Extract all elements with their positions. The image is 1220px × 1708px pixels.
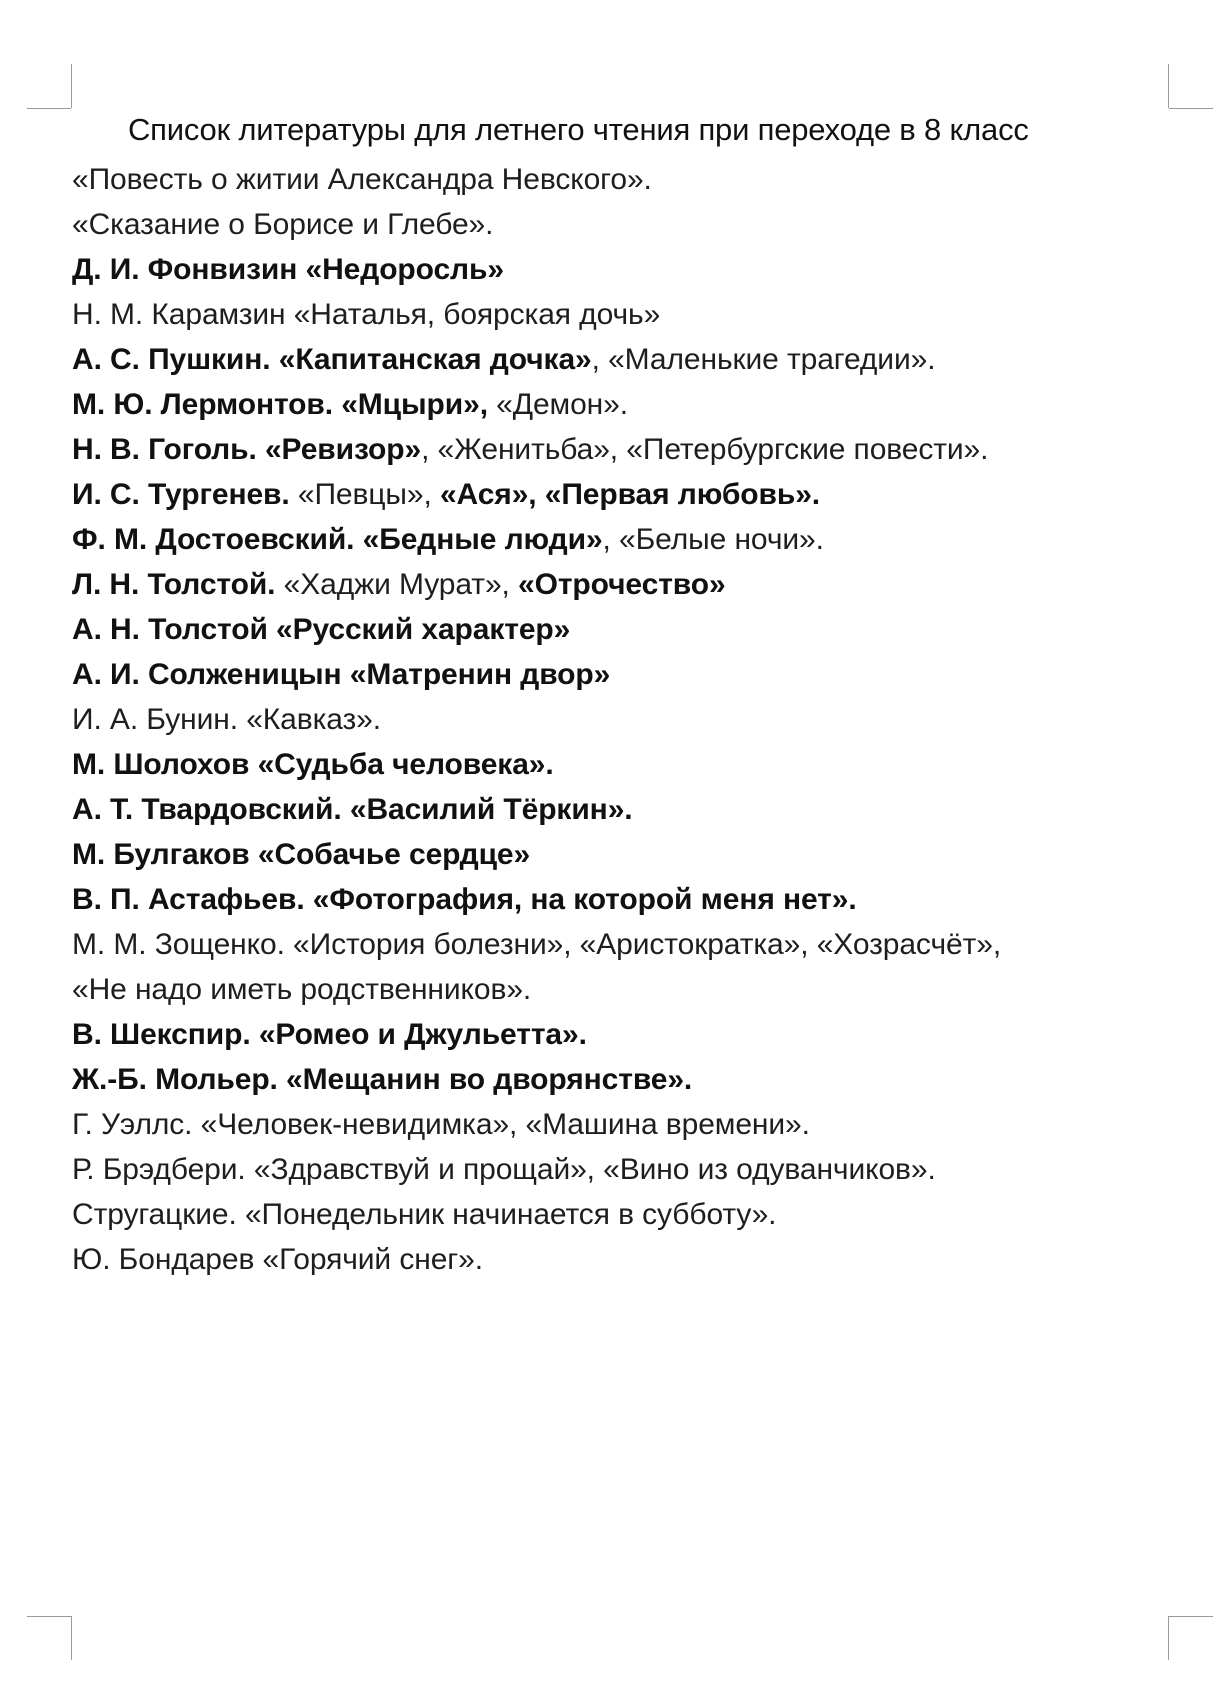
bold-text: В. П. Астафьев. «Фотография, на которой меня нет». (72, 883, 857, 916)
list-item (72, 1102, 1152, 1147)
regular-text: , «Маленькие трагедии». (591, 343, 936, 376)
regular-text: И. А. Бунин. «Кавказ». (72, 703, 381, 736)
bold-text: М. Булгаков «Собачье сердце» (72, 838, 531, 871)
bold-text: А. С. Пушкин. «Капитанская дочка» (72, 343, 592, 376)
list-item (72, 562, 1152, 607)
bold-text: Ф. М. Достоевский. «Бедные люди» (72, 523, 603, 556)
bold-text: «Ася», «Первая любовь». (439, 478, 821, 511)
regular-text: «Демон». (496, 388, 628, 421)
regular-text: , «Белые ночи». (602, 523, 824, 556)
list-item (72, 1012, 1152, 1057)
crop-mark-top-right-v (1168, 64, 1169, 108)
regular-text: «Певцы», (297, 478, 440, 511)
regular-text: «Сказание о Борисе и Глебе». (72, 208, 494, 241)
list-item (72, 877, 1152, 922)
crop-mark-top-right-h (1169, 108, 1213, 109)
reading-list (72, 157, 1152, 1282)
regular-text: Ю. Бондарев «Горячий снег». (72, 1243, 483, 1276)
list-item (72, 427, 1152, 472)
crop-mark-top-left-h (27, 108, 71, 109)
bold-text: А. Н. Толстой «Русский характер» (72, 613, 571, 646)
regular-text: «Не надо иметь родственников». (72, 973, 532, 1006)
regular-text: М. М. Зощенко. «История болезни», «Аристократка», «Хозрасчёт», (72, 928, 1002, 961)
list-item (72, 787, 1152, 832)
bold-text: И. С. Тургенев. (72, 478, 298, 511)
list-item (72, 1057, 1152, 1102)
regular-text: Г. Уэллс. «Человек-невидимка», «Машина времени». (72, 1108, 810, 1141)
bold-text: «Отрочество» (518, 568, 726, 601)
document-title: Список литературы для летнего чтения при переходе в 8 класс (128, 112, 1029, 147)
regular-text: , «Женитьба», «Петербургские повести». (421, 433, 989, 466)
list-item (72, 337, 1152, 382)
crop-mark-bottom-right-h (1169, 1616, 1213, 1617)
crop-mark-bottom-left-h (27, 1616, 71, 1617)
bold-text: М. Ю. Лермонтов. «Мцыри», (72, 388, 497, 421)
list-item (72, 742, 1152, 787)
crop-mark-bottom-left-v (71, 1616, 72, 1660)
regular-text: Р. Брэдбери. «Здравствуй и прощай», «Вино из одуванчиков». (72, 1153, 936, 1186)
bold-text: Ж.-Б. Мольер. «Мещанин во дворянстве». (72, 1063, 693, 1096)
bold-text: Л. Н. Толстой. (72, 568, 284, 601)
regular-text: Н. М. Карамзин «Наталья, боярская дочь» (72, 298, 661, 331)
list-item (72, 472, 1152, 517)
bold-text: М. Шолохов «Судьба человека». (72, 748, 554, 781)
regular-text: «Повесть о житии Александра Невского». (72, 163, 652, 196)
bold-text: В. Шекспир. «Ромео и Джульетта». (72, 1018, 587, 1051)
list-item (72, 517, 1152, 562)
list-item (72, 247, 1152, 292)
bold-text: А. Т. Твардовский. «Василий Тёркин». (72, 793, 633, 826)
list-item (72, 697, 1152, 742)
bold-text: А. И. Солженицын «Матренин двор» (72, 658, 611, 691)
list-item (72, 202, 1152, 247)
crop-mark-bottom-right-v (1168, 1616, 1169, 1660)
list-item (72, 157, 1152, 202)
list-item (72, 1237, 1152, 1282)
bold-text: Д. И. Фонвизин «Недоросль» (72, 253, 504, 286)
list-item (72, 292, 1152, 337)
list-item (72, 967, 1152, 1012)
list-item (72, 922, 1152, 967)
list-item (72, 832, 1152, 877)
bold-text: Н. В. Гоголь. «Ревизор» (72, 433, 422, 466)
list-item (72, 1192, 1152, 1237)
list-item (72, 607, 1152, 652)
crop-mark-top-left-v (71, 64, 72, 108)
list-item (72, 382, 1152, 427)
regular-text: Стругацкие. «Понедельник начинается в субботу». (72, 1198, 777, 1231)
list-item (72, 1147, 1152, 1192)
list-item (72, 652, 1152, 697)
regular-text: «Хаджи Мурат», (283, 568, 518, 601)
